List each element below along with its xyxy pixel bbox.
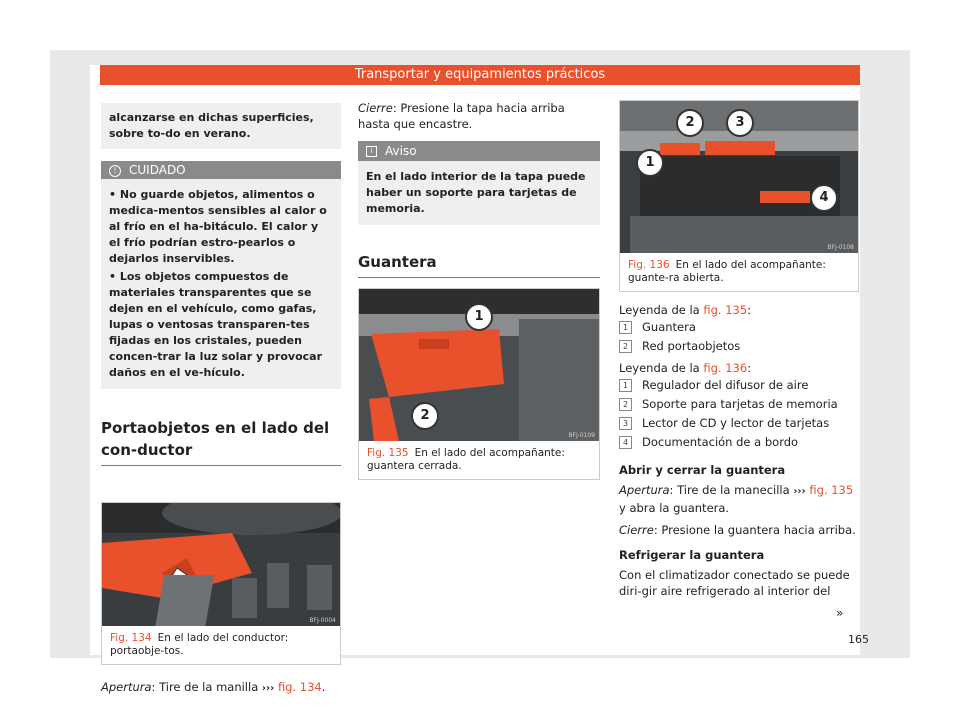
cierre-label: Cierre: [619, 523, 654, 537]
legend-suffix: :: [747, 303, 752, 317]
subheading-open-close: Abrir y cerrar la guantera: [619, 463, 786, 477]
figure-136-code: BFJ-0108: [827, 244, 854, 251]
figure-134: [101, 502, 341, 665]
driver-footwell-illustration: [102, 503, 340, 626]
aviso-title: Aviso: [385, 144, 417, 158]
apertura-text: : Tire de la manecilla: [669, 483, 794, 497]
callout-2: 2: [411, 402, 439, 430]
list-item: [619, 318, 859, 337]
item-text: Soporte para tarjetas de memoria: [642, 397, 838, 411]
figure-136: [619, 100, 859, 292]
item-number-badge: 2: [619, 340, 632, 353]
list-item: [619, 433, 859, 452]
item-text: Regulador del difusor de aire: [642, 378, 809, 392]
fig-135-link[interactable]: fig. 135: [809, 483, 854, 497]
fig-136-link[interactable]: fig. 136: [703, 361, 748, 375]
cierre-paragraph: [619, 522, 859, 538]
page-number: 165: [848, 633, 869, 646]
apertura-label: Apertura: [101, 680, 152, 694]
info-circle-icon: !: [109, 165, 121, 177]
figure-136-image: [620, 101, 858, 253]
column-middle: [358, 100, 600, 480]
callout-2: 2: [676, 109, 704, 137]
apertura-end: .: [321, 680, 326, 694]
caution-box: [101, 161, 341, 389]
section-title-guantera: Guantera: [358, 251, 600, 278]
item-text: Documentación de a bordo: [642, 435, 799, 449]
cierre-paragraph: [358, 100, 600, 132]
legend-136-list: [619, 376, 859, 452]
intro-text: alcanzarse en dichas superficies, sobre to-do en verano.: [109, 111, 314, 140]
legend-135-list: [619, 318, 859, 356]
item-number-badge: 1: [619, 379, 632, 392]
figure-135: [358, 288, 600, 480]
aviso-header: [358, 141, 600, 161]
figure-134-image: [102, 503, 340, 626]
list-item: [619, 414, 859, 433]
aviso-body: [358, 161, 600, 225]
figure-135-code: BFJ-0109: [568, 432, 595, 439]
cierre-text: : Presione la guantera hacia arriba.: [653, 523, 856, 537]
figure-134-code: BFJ-0004: [309, 617, 336, 624]
item-text: Lector de CD y lector de tarjetas: [642, 416, 830, 430]
callout-4: 4: [810, 184, 838, 212]
apertura-end: y abra la guantera.: [619, 501, 730, 515]
figure-135-text: En el lado del acompañante: guantera cerrada.: [367, 447, 565, 472]
legend-prefix: Leyenda de la: [619, 303, 704, 317]
driver-apertura: [101, 679, 341, 697]
xref-arrows: ›››: [793, 486, 806, 497]
apertura-label: Apertura: [619, 483, 670, 497]
caution-title: CUIDADO: [129, 163, 186, 177]
figure-134-caption: [102, 626, 340, 664]
legend-136-title: [619, 360, 859, 376]
page-header: Transportar y equipamientos prácticos: [100, 65, 860, 85]
refrigerate-text: Con el climatizador conectado se puede diri-gir aire refrigerado al interior del: [619, 568, 850, 598]
note-icon: i: [366, 146, 377, 157]
list-item: [619, 395, 859, 414]
column-left: [101, 100, 341, 697]
legend-prefix: Leyenda de la: [619, 361, 704, 375]
item-number-badge: 1: [619, 321, 632, 334]
legend-135-title: [619, 302, 859, 318]
item-number-badge: 4: [619, 436, 632, 449]
figure-135-number: Fig. 135: [367, 447, 409, 459]
caution-body: [101, 179, 341, 389]
figure-136-number: Fig. 136: [628, 259, 670, 271]
caution-bullet-1: • No guarde objetos, alimentos o medica-mentos sensibles al calor o al frío en el ha-bitáculo. El calor y el frío podrían estro-pearlos o dejarlos inservibles.: [109, 188, 327, 265]
continue-mark: »: [836, 606, 844, 620]
apertura-paragraph: [619, 482, 859, 516]
cierre-label: Cierre: [358, 101, 393, 115]
xref-arrows: ›››: [261, 683, 275, 694]
item-number-badge: 3: [619, 417, 632, 430]
figure-136-caption: [620, 253, 858, 291]
apertura-text: : Tire de la manilla: [151, 680, 262, 694]
figure-135-caption: [359, 441, 599, 479]
cierre-text: : Presione la tapa hacia arriba hasta que encastre.: [358, 101, 565, 131]
item-number-badge: 2: [619, 398, 632, 411]
figure-135-image: [359, 289, 599, 441]
figure-134-text: En el lado del conductor: portaobje-tos.: [110, 632, 289, 657]
figure-136-text: En el lado del acompañante: guante-ra abierta.: [628, 259, 826, 284]
aviso-text: En el lado interior de la tapa puede haber un soporte para tarjetas de memoria.: [366, 170, 586, 215]
callout-1: 1: [636, 149, 664, 177]
subheading-refrigerate: Refrigerar la guantera: [619, 548, 765, 562]
list-item: [619, 337, 859, 356]
item-text: Guantera: [642, 320, 696, 334]
caution-bullet-2: • Los objetos compuestos de materiales transparentes que se dejen en el vehículo, como gafas, lupas o ventosas transparen-tes fijadas en los cristales, pueden concen-trar la luz solar y provocar daños en el ve-hículo.: [109, 270, 323, 379]
section-title-driver: Portaobjetos en el lado del con-ductor: [101, 417, 341, 466]
callout-1: 1: [465, 303, 493, 331]
figure-134-number: Fig. 134: [110, 632, 152, 644]
legend-suffix: :: [747, 361, 752, 375]
intro-box: [101, 103, 341, 149]
column-right: [619, 100, 859, 599]
fig-134-link[interactable]: fig. 134: [277, 680, 322, 694]
list-item: [619, 376, 859, 395]
fig-135-link[interactable]: fig. 135: [703, 303, 748, 317]
caution-header: [101, 161, 341, 179]
item-text: Red portaobjetos: [642, 339, 741, 353]
callout-3: 3: [726, 109, 754, 137]
aviso-box: [358, 141, 600, 225]
